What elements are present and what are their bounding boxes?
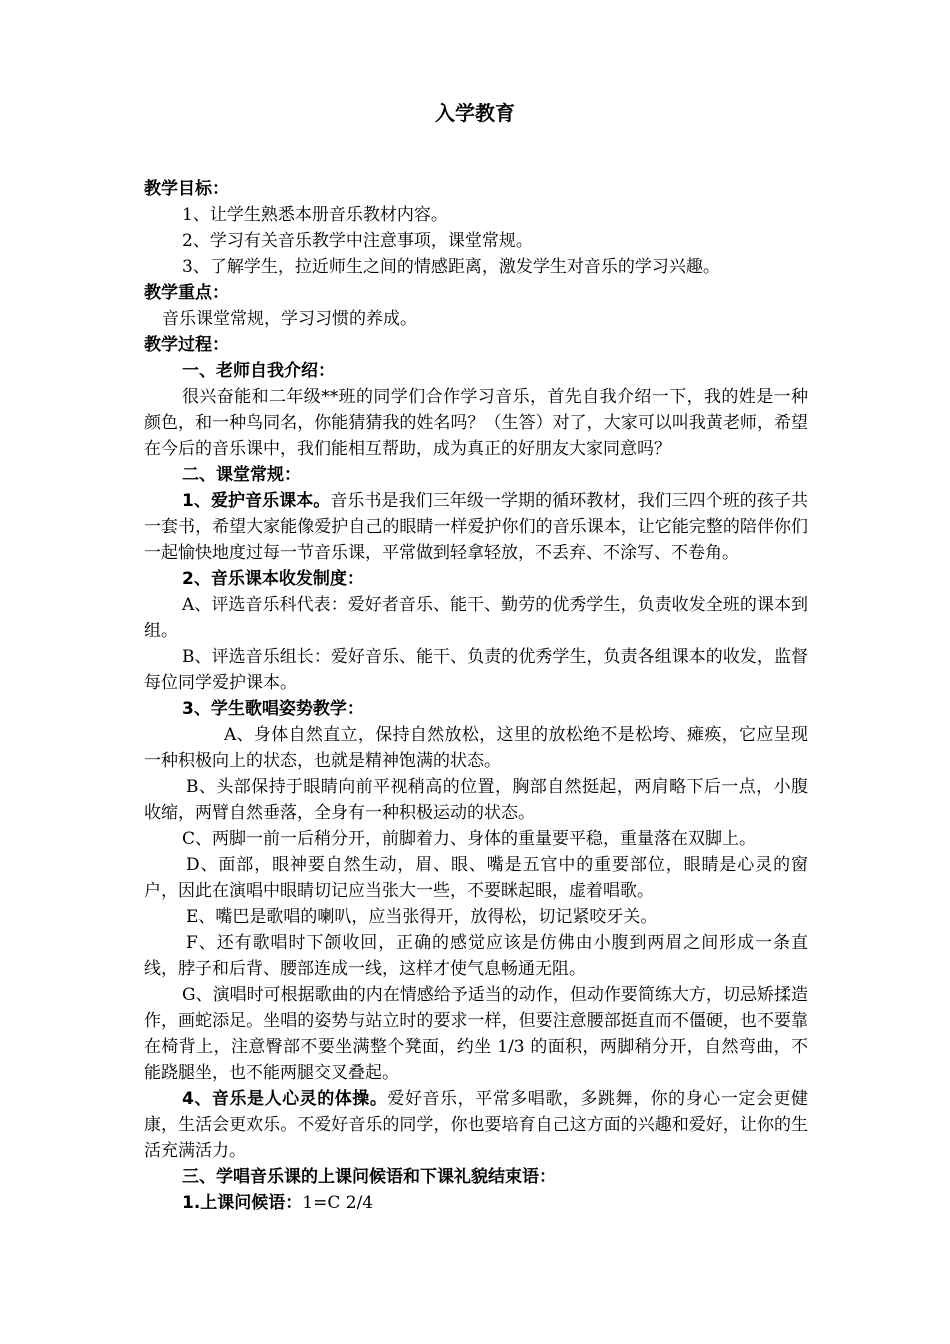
rule-paragraph [144, 1086, 808, 1164]
rule-text: 爱好音乐，平常多唱歌，多跳舞，你的身心一定会更健康，生活会更欢乐。不爱好音乐的同学，你也要培育自己这方面的兴趣和爱好，让你的生活充满活力。 [144, 1089, 809, 1161]
section-heading: 三、学唱音乐课的上课问候语和下课礼貌结束语： [182, 1167, 556, 1187]
rule-title: 4、音乐是人心灵的体操。 [182, 1089, 388, 1109]
greeting-title: 1.上课问候语： [182, 1193, 303, 1213]
goal-item: 3、了解学生，拉近师生之间的情感距离，激发学生对音乐的学习兴趣。 [182, 257, 720, 277]
goal-item: 2、学习有关音乐教学中注意事项，课堂常规。 [182, 231, 533, 251]
process-heading: 教学过程： [144, 335, 229, 355]
document-title: 入学教育 [435, 101, 515, 125]
document-body [144, 176, 808, 1216]
greeting-line [144, 1190, 808, 1216]
goal-item: 1、让学生熟悉本册音乐教材内容。 [182, 205, 448, 225]
rule-title: 2、音乐课本收发制度： [182, 569, 364, 589]
focus-text: 音乐课堂常规，学习习惯的养成。 [162, 309, 417, 329]
rule-text: 音乐书是我们三年级一学期的循环教材，我们三四个班的孩子共一套书，希望大家能像爱护自己的眼睛一样爱护你们的音乐课本，让它能完整的陪伴你们一起愉快地度过每一节音乐课，平常做到轻拿轻放，不丢弃、不涂写、不卷角。 [144, 491, 808, 563]
rule-item: A、评选音乐科代表：爱好者音乐、能干、勤劳的优秀学生，负责收发全班的课本到组。 [144, 595, 808, 641]
posture-item: G、演唱时可根据歌曲的内在情感给予适当的动作，但动作要简练大方，切忌矫揉造作，画蛇添足。坐唱的姿势与站立时的要求一样，但要注意腰部挺直而不僵硬，也不要靠在椅背上，注意臀部不要坐满整个凳面，约坐 1/3 的面积，两脚稍分开，自然弯曲，不能跷腿坐，也不能两腿交叉叠起。 [144, 985, 808, 1083]
posture-item: F、还有歌唱时下颌收回，正确的感觉应该是仿佛由小腹到两眉之间形成一条直线，脖子和后背、腰部连成一线，这样才使气息畅通无阻。 [144, 933, 808, 979]
rule-title: 3、学生歌唱姿势教学： [182, 699, 364, 719]
intro-paragraph: 很兴奋能和二年级**班的同学们合作学习音乐，首先自我介绍一下，我的姓是一种颜色，和一种鸟同名，你能猜猜我的姓名吗？（生答）对了，大家可以叫我黄老师，希望在今后的音乐课中，我们能相互帮助，成为真正的好朋友大家同意吗？ [144, 387, 808, 459]
greeting-notation: 1=C 2/4 [302, 1193, 374, 1213]
rule-item: B、评选音乐组长：爱好音乐、能干、负责的优秀学生，负责各组课本的收发，监督每位同学爱护课本。 [144, 647, 808, 693]
section-heading: 一、老师自我介绍： [182, 361, 335, 381]
focus-heading: 教学重点： [144, 283, 229, 303]
goals-heading: 教学目标： [144, 179, 229, 199]
posture-item: A、身体自然直立，保持自然放松，这里的放松绝不是松垮、瘫痪，它应呈现一种积极向上的状态，也就是精神饱满的状态。 [144, 725, 808, 771]
posture-item: C、两脚一前一后稍分开，前脚着力、身体的重量要平稳，重量落在双脚上。 [182, 829, 757, 849]
posture-item: E、嘴巴是歌唱的喇叭，应当张得开，放得松，切记紧咬牙关。 [186, 907, 658, 927]
posture-item: D、面部，眼神要自然生动，眉、眼、嘴是五官中的重要部位，眼睛是心灵的窗户，因此在演唱中眼睛切记应当张大一些，不要眯起眼，虚着唱歌。 [144, 855, 808, 901]
rule-title: 1、爱护音乐课本。 [182, 491, 331, 511]
section-heading: 二、课堂常规： [182, 465, 301, 485]
rule-paragraph [144, 488, 808, 566]
posture-item: B、头部保持于眼睛向前平视稍高的位置，胸部自然挺起，两肩略下后一点，小腹收缩，两臂自然垂落，全身有一种积极运动的状态。 [144, 777, 808, 823]
